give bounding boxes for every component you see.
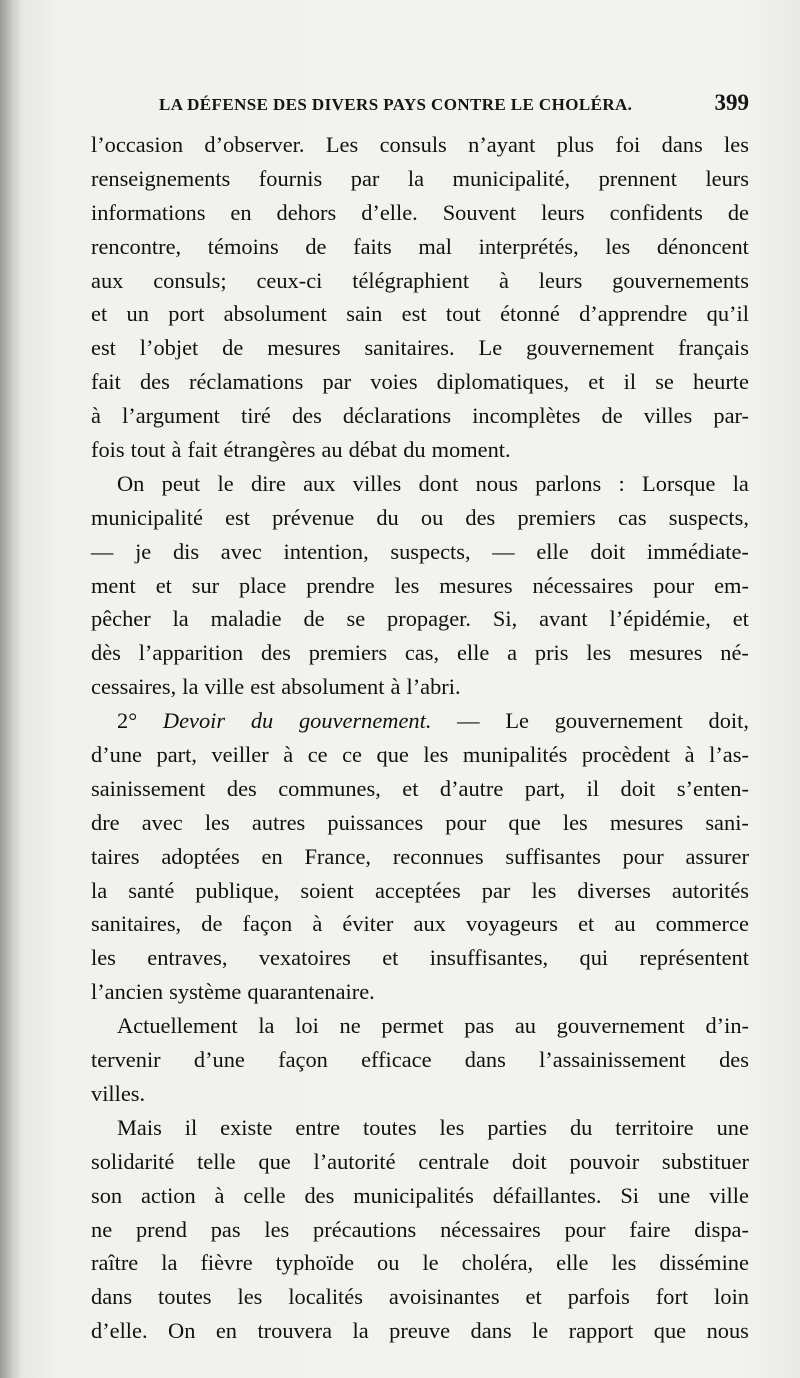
text-line: dans toutes les localités avoisinantes et parfois fort loin (91, 1284, 749, 1310)
text-line: dès l’apparition des premiers cas, elle a pris les mesures né- (91, 640, 749, 666)
text-line: tervenir d’une façon efficace dans l’assainissement des (91, 1047, 749, 1073)
text-line: — je dis avec intention, suspects, — elle doit immédiate- (91, 538, 749, 564)
page-gutter-shadow (0, 0, 22, 1378)
text-line: informations en dehors d’elle. Souvent leurs confidents de (91, 199, 749, 225)
text-line: d’elle. On en trouvera la preuve dans le rapport que nous (91, 1318, 749, 1344)
text-line: pêcher la maladie de se propager. Si, avant l’épidémie, et (91, 606, 749, 632)
text-line: Mais il existe entre toutes les parties du territoire une (117, 1114, 749, 1140)
text-line: d’une part, veiller à ce ce que les munipalités procèdent à l’as- (91, 742, 749, 768)
running-title: LA DÉFENSE DES DIVERS PAYS CONTRE LE CHOLÉRA. (159, 95, 633, 114)
text-line: cessaires, la ville est absolument à l’abri. (91, 674, 461, 700)
body-text (91, 128, 749, 1348)
page-number: 399 (714, 90, 749, 115)
text-line: la santé publique, soient acceptées par les diverses autorités (91, 877, 749, 903)
running-head (159, 90, 749, 116)
text-line: l’occasion d’observer. Les consuls n’ayant plus foi dans les (91, 132, 749, 157)
text-line: ne prend pas les précautions nécessaires pour faire dispa- (91, 1216, 749, 1242)
text-line: sainissement des communes, et d’autre part, il doit s’enten- (91, 775, 749, 801)
text-line: est l’objet de mesures sanitaires. Le gouvernement français (91, 335, 749, 361)
text-line: dre avec les autres puissances pour que les mesures sani- (91, 809, 749, 835)
text-line: fois tout à fait étrangères au débat du moment. (91, 437, 511, 463)
text-line: rencontre, témoins de faits mal interprétés, les dénoncent (91, 233, 749, 259)
text-line: municipalité est prévenue du ou des premiers cas suspects, (91, 504, 749, 530)
text-line: On peut le dire aux villes dont nous parlons : Lorsque la (117, 470, 749, 496)
text-line: sanitaires, de façon à éviter aux voyageurs et au commerce (91, 911, 749, 937)
text-line: aux consuls; ceux-ci télégraphient à leurs gouvernements (91, 267, 749, 293)
text-line: renseignements fournis par la municipalité, prennent leurs (91, 165, 749, 191)
text-line: 2° Devoir du gouvernement. — Le gouvernement doit, (117, 708, 749, 734)
text-line: fait des réclamations par voies diplomatiques, et il se heurte (91, 369, 749, 395)
text-line: et un port absolument sain est tout étonné d’apprendre qu’il (91, 301, 749, 327)
text-line: villes. (91, 1080, 146, 1106)
text-line: l’ancien système quarantenaire. (91, 979, 375, 1005)
text-line: solidarité telle que l’autorité centrale doit pouvoir substituer (91, 1148, 749, 1174)
text-line: les entraves, vexatoires et insuffisantes, qui représentent (91, 945, 749, 971)
text-line: à l’argument tiré des déclarations incomplètes de villes par- (91, 403, 749, 429)
text-line: ment et sur place prendre les mesures nécessaires pour em- (91, 572, 749, 598)
text-line: Actuellement la loi ne permet pas au gouvernement d’in- (117, 1013, 749, 1039)
text-line: taires adoptées en France, reconnues suffisantes pour assurer (91, 843, 749, 869)
text-line: raître la fièvre typhoïde ou le choléra, elle les dissémine (91, 1250, 749, 1276)
text-line: son action à celle des municipalités défaillantes. Si une ville (91, 1182, 749, 1208)
